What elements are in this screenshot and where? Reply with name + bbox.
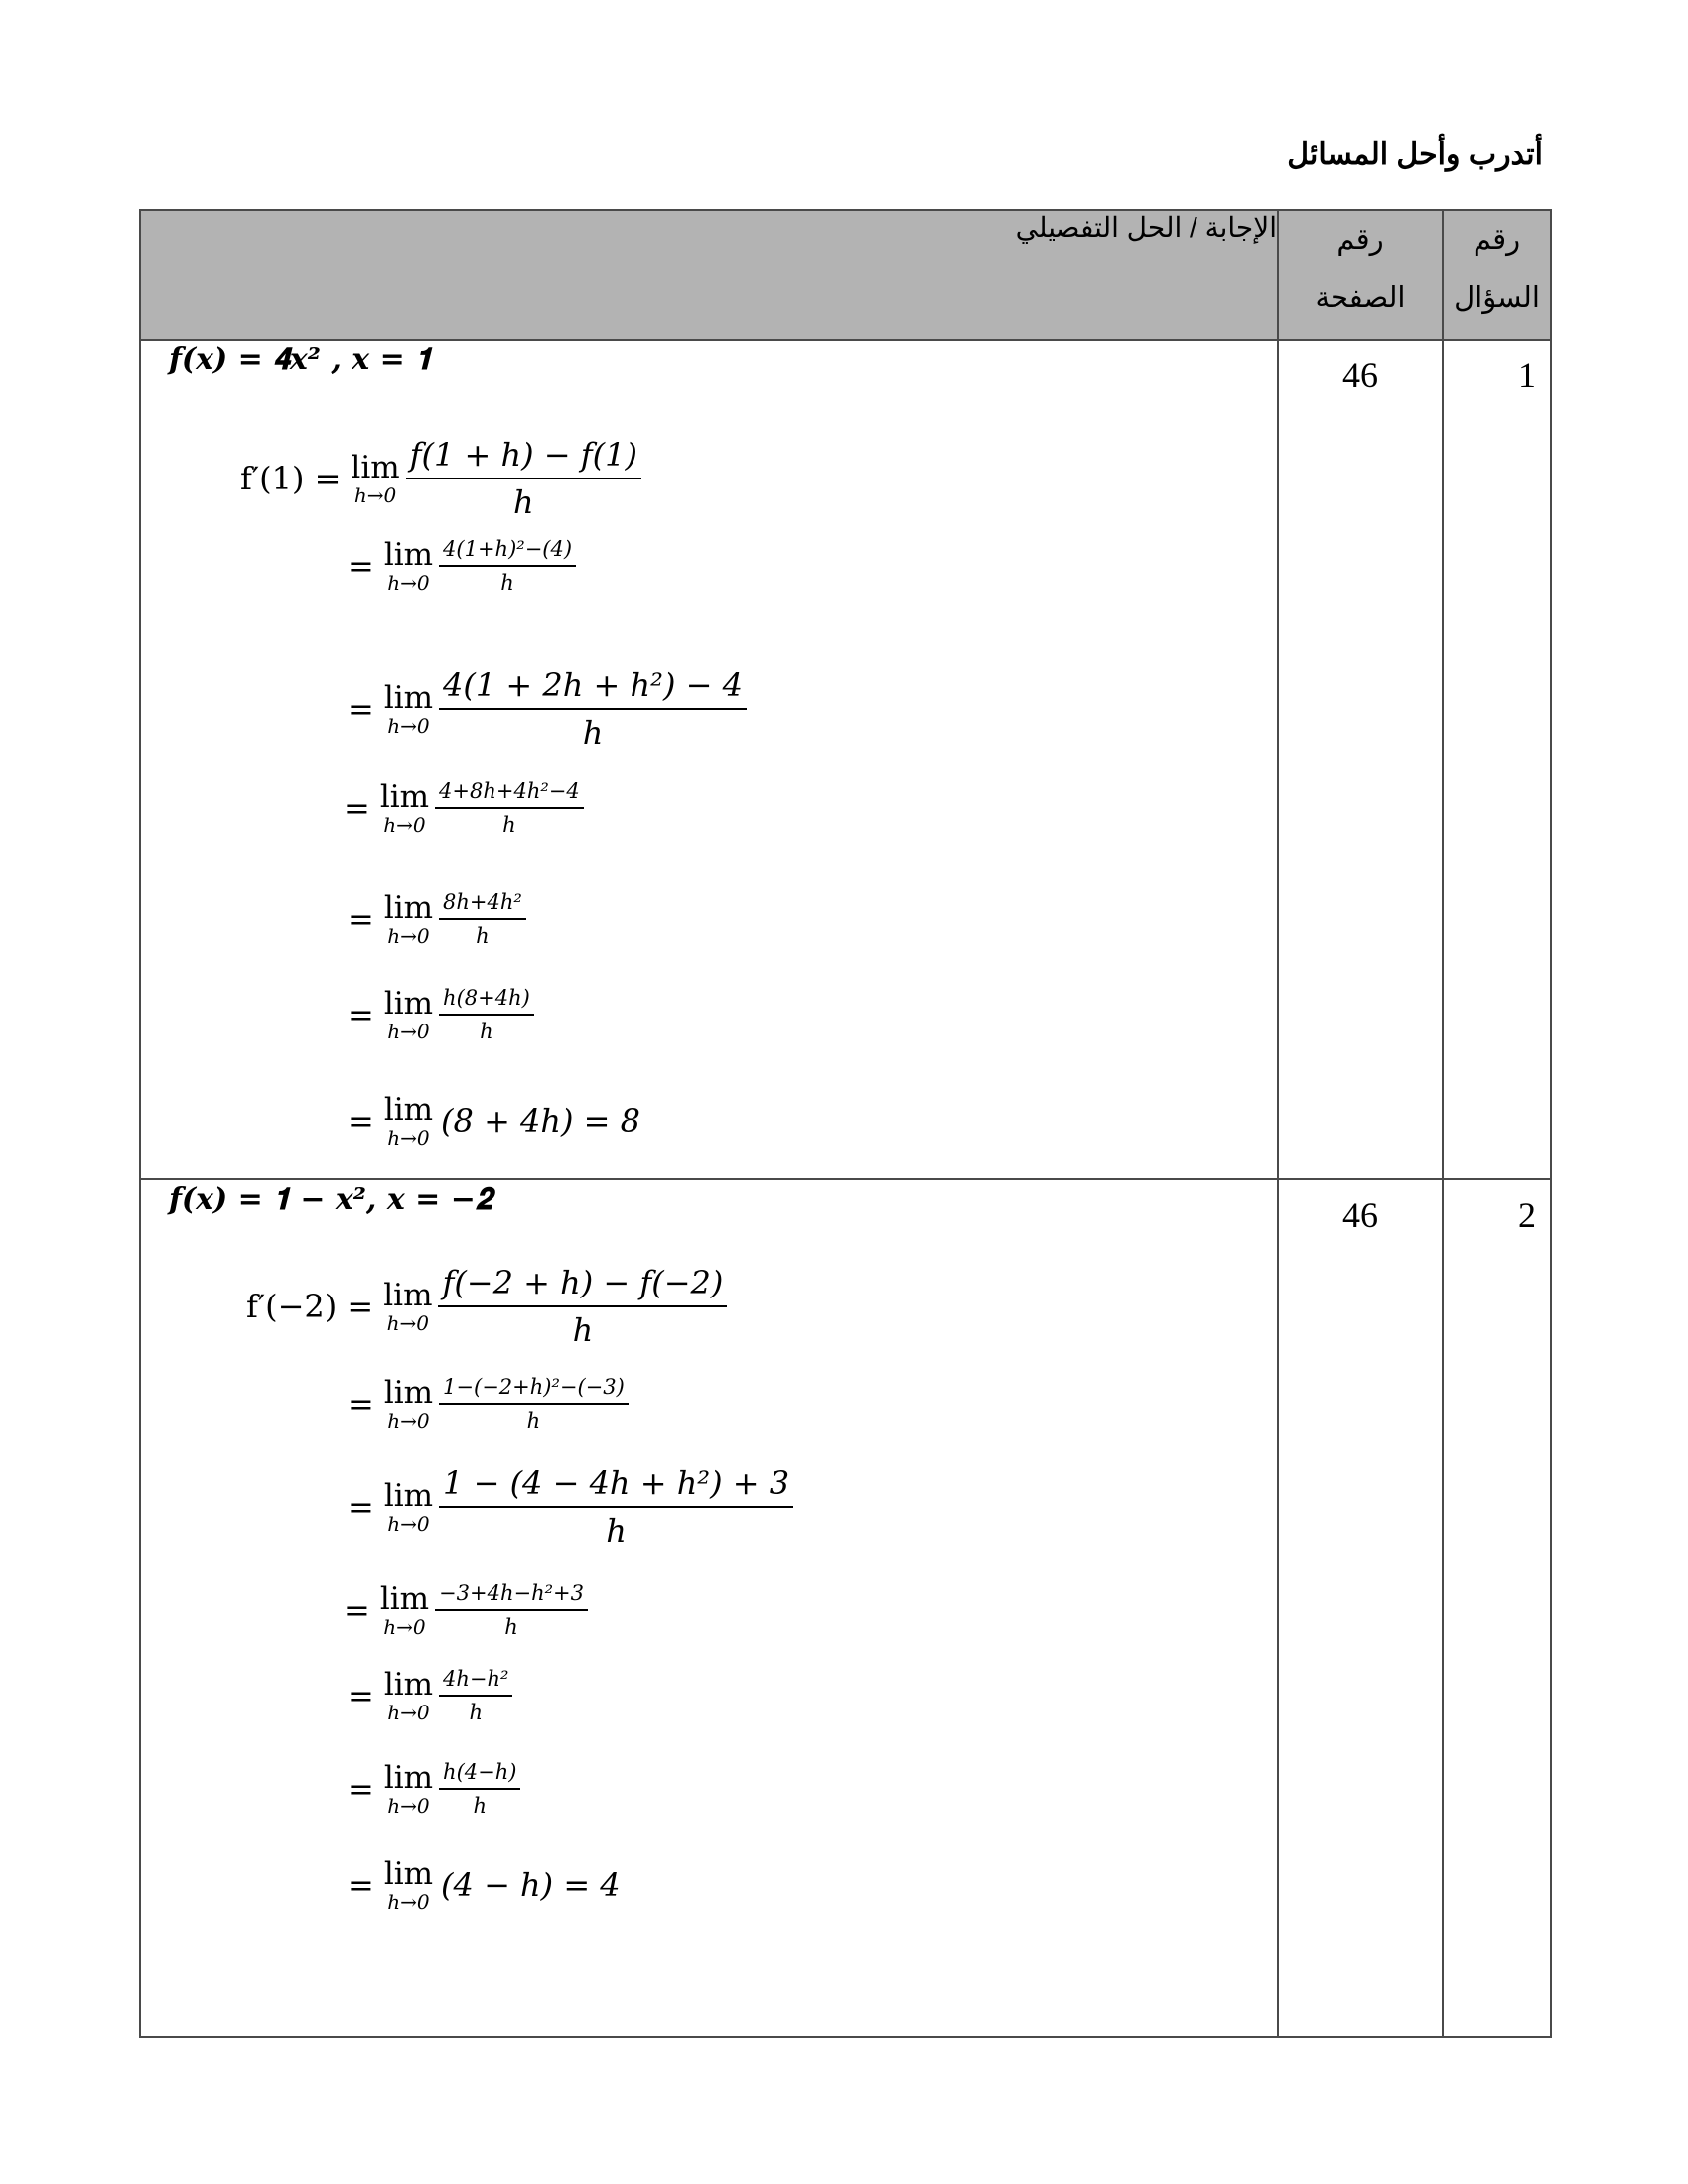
given-function: 𝒇(𝒙) = 𝟒𝒙² , 𝒙 = 𝟏 bbox=[169, 342, 432, 377]
lim-word: lim bbox=[383, 1667, 434, 1703]
answer-cell bbox=[140, 340, 1278, 1179]
lim-sub: h→0 bbox=[387, 1409, 430, 1433]
step-lead: = bbox=[348, 900, 374, 938]
denominator: h bbox=[469, 1701, 484, 1724]
lim-word: lim bbox=[383, 1375, 434, 1411]
step-4 bbox=[344, 1581, 588, 1639]
step-lead: = bbox=[348, 1102, 374, 1140]
lim-word: lim bbox=[383, 890, 434, 926]
page-number-cell: 46 bbox=[1278, 1179, 1443, 2037]
lim-sub: h→0 bbox=[387, 1126, 430, 1150]
lim-sub: h→0 bbox=[387, 571, 430, 595]
step-1 bbox=[240, 436, 641, 521]
header-page-line2: الصفحة bbox=[1315, 282, 1406, 314]
step-2 bbox=[348, 537, 576, 595]
lim-sub: h→0 bbox=[387, 1890, 430, 1914]
numerator: f(1 + h) − f(1) bbox=[406, 436, 641, 479]
step-result: (4 − h) = 4 bbox=[441, 1866, 621, 1904]
step-6 bbox=[348, 986, 534, 1043]
numerator: 1 − (4 − 4h + h²) + 3 bbox=[439, 1464, 793, 1508]
numerator: 4h−h² bbox=[439, 1667, 512, 1697]
given-function: 𝒇(𝒙) = 𝟏 − 𝒙², 𝒙 = −𝟐 bbox=[169, 1182, 492, 1217]
lim-word: lim bbox=[383, 680, 434, 716]
lim-sub: h→0 bbox=[387, 1794, 430, 1818]
header-page-number bbox=[1278, 210, 1443, 340]
numerator: 1−(−2+h)²−(−3) bbox=[439, 1375, 629, 1405]
question-number-cell: 2 bbox=[1443, 1179, 1551, 2037]
header-question-line1: رقم bbox=[1473, 224, 1521, 256]
lim-sub: h→0 bbox=[387, 1512, 430, 1536]
numerator: 4+8h+4h²−4 bbox=[435, 779, 584, 809]
step-2 bbox=[348, 1375, 629, 1433]
denominator: h bbox=[500, 571, 514, 595]
step-7 bbox=[348, 1857, 621, 1913]
answer-cell bbox=[140, 1179, 1278, 2037]
header-question-line2: السؤال bbox=[1454, 282, 1540, 314]
step-6 bbox=[348, 1760, 520, 1818]
table-row bbox=[140, 1179, 1551, 2037]
denominator: h bbox=[476, 924, 490, 948]
lim-sub: h→0 bbox=[387, 1020, 430, 1043]
header-question-number bbox=[1443, 210, 1551, 340]
step-lead: = bbox=[344, 1591, 370, 1629]
numerator: −3+4h−h²+3 bbox=[435, 1581, 588, 1611]
denominator: h bbox=[572, 1311, 594, 1349]
lim-word: lim bbox=[383, 1278, 433, 1313]
step-3 bbox=[348, 1464, 793, 1550]
denominator: h bbox=[473, 1794, 488, 1818]
lim-sub: h→0 bbox=[353, 483, 397, 507]
page-title: أتدرب وأحل المسائل bbox=[1287, 138, 1543, 171]
step-result: (8 + 4h) = 8 bbox=[441, 1102, 641, 1140]
numerator: h(4−h) bbox=[439, 1760, 520, 1790]
lim-word: lim bbox=[383, 986, 434, 1022]
lim-word: lim bbox=[379, 779, 430, 815]
step-lead: = bbox=[348, 1488, 374, 1526]
step-3 bbox=[348, 666, 747, 751]
step-lead: f′(1) = bbox=[240, 460, 342, 497]
step-5 bbox=[348, 890, 526, 948]
step-lead: = bbox=[348, 996, 374, 1033]
step-lead: = bbox=[348, 1677, 374, 1714]
numerator: 4(1 + 2h + h²) − 4 bbox=[439, 666, 747, 710]
step-4 bbox=[344, 779, 584, 837]
lim-sub: h→0 bbox=[383, 813, 426, 837]
step-lead: = bbox=[348, 1866, 374, 1904]
lim-word: lim bbox=[383, 1760, 434, 1796]
denominator: h bbox=[526, 1409, 541, 1433]
step-lead: = bbox=[348, 690, 374, 728]
lim-word: lim bbox=[383, 1856, 434, 1892]
numerator: h(8+4h) bbox=[439, 986, 534, 1016]
lim-sub: h→0 bbox=[387, 1701, 430, 1724]
solutions-table bbox=[139, 209, 1552, 2038]
denominator: h bbox=[480, 1020, 493, 1043]
denominator: h bbox=[582, 714, 604, 751]
numerator: f(−2 + h) − f(−2) bbox=[438, 1264, 727, 1307]
numerator: 8h+4h² bbox=[439, 890, 526, 920]
denominator: h bbox=[502, 813, 516, 837]
page-number-cell: 46 bbox=[1278, 340, 1443, 1179]
header-answer: الإجابة / الحل التفصيلي bbox=[140, 210, 1278, 340]
lim-word: lim bbox=[351, 450, 400, 485]
table-header-row bbox=[140, 210, 1551, 340]
denominator: h bbox=[504, 1615, 518, 1639]
step-lead: = bbox=[348, 547, 374, 585]
lim-word: lim bbox=[383, 1478, 434, 1514]
denominator: h bbox=[512, 483, 534, 521]
lim-word: lim bbox=[383, 1092, 434, 1128]
question-number-cell: 1 bbox=[1443, 340, 1551, 1179]
step-1 bbox=[246, 1264, 727, 1349]
lim-sub: h→0 bbox=[386, 1311, 430, 1335]
solutions-table-container bbox=[139, 209, 1550, 2010]
step-lead: = bbox=[344, 789, 370, 827]
denominator: h bbox=[606, 1512, 627, 1550]
step-5 bbox=[348, 1667, 512, 1724]
numerator: 4(1+h)²−(4) bbox=[439, 537, 576, 567]
lim-sub: h→0 bbox=[383, 1615, 426, 1639]
table-row bbox=[140, 340, 1551, 1179]
lim-word: lim bbox=[379, 1581, 430, 1617]
step-lead: f′(−2) = bbox=[246, 1288, 374, 1325]
step-lead: = bbox=[348, 1770, 374, 1808]
step-lead: = bbox=[348, 1385, 374, 1423]
step-7 bbox=[348, 1093, 640, 1149]
lim-sub: h→0 bbox=[387, 924, 430, 948]
lim-word: lim bbox=[383, 537, 434, 573]
lim-sub: h→0 bbox=[387, 714, 430, 738]
header-page-line1: رقم bbox=[1336, 224, 1384, 256]
